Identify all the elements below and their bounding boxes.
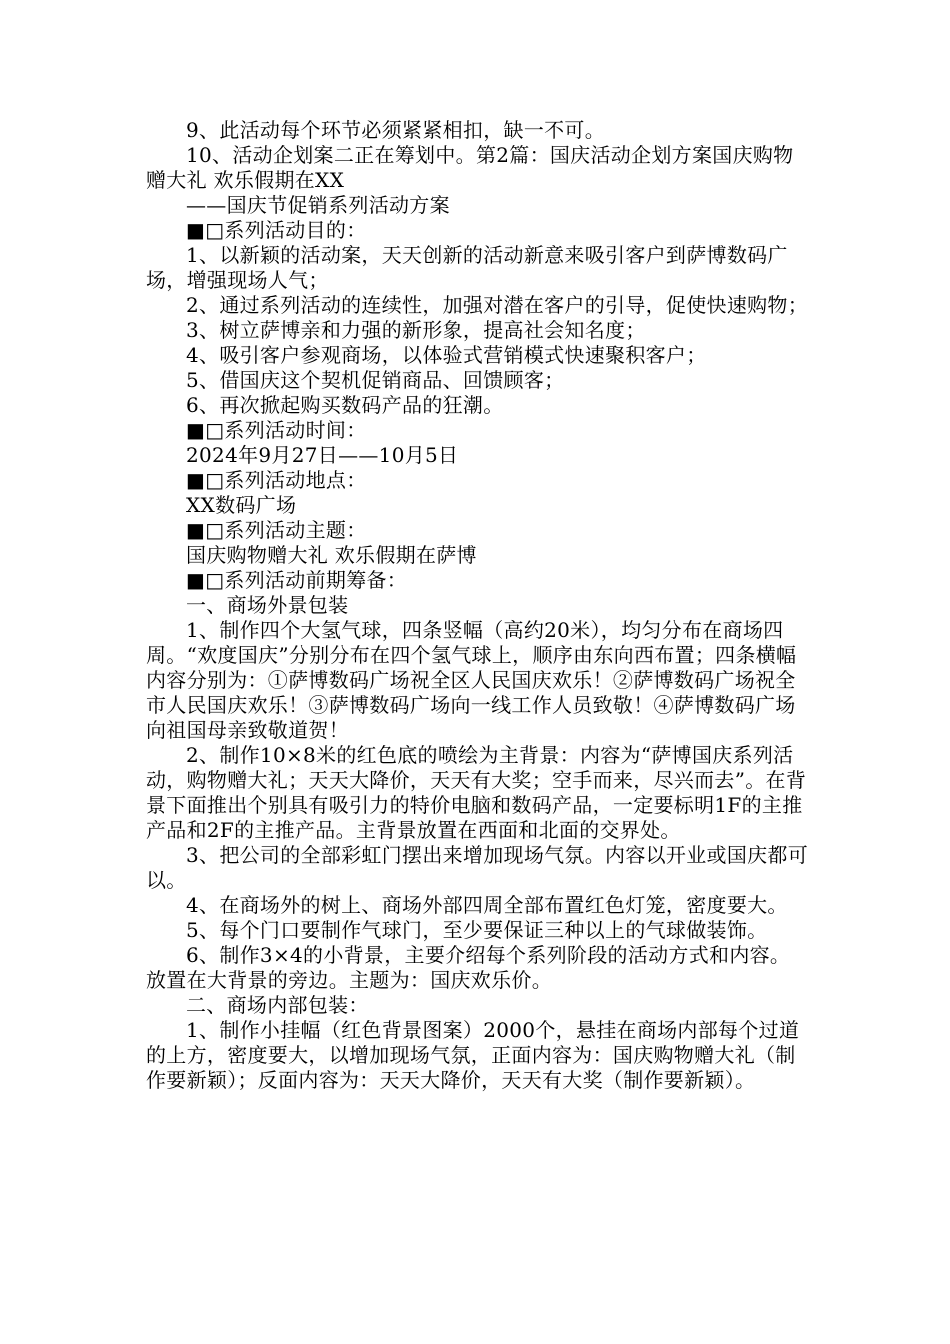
paragraph: 国庆购物赠大礼 欢乐假期在萨博 [186, 543, 477, 567]
paragraph: 6、制作3×4的小背景，主要介绍每个系列阶段的活动方式和内容。放置在大背景的旁边。主题为：国庆欢乐价。 [146, 943, 791, 992]
section-heading: ■□系列活动目的： [186, 218, 367, 242]
paragraph: 1、制作四个大氢气球，四条竖幅（高约20米），均匀分布在商场四周。“欢度国庆”分别分布在四个氢气球上，顺序由东向西布置；四条横幅内容分别为：①萨博数码广场祝全区人民国庆欢乐！②萨博数码广场祝全市人民国庆欢乐！③萨博数码广场向一线工作人员致敬！④萨博数码广场向祖国母亲致敬道贺！ [146, 618, 797, 742]
subsection-heading: 二、商场内部包装： [186, 993, 369, 1017]
paragraph: 2024年9月27日——10月5日 [186, 443, 459, 467]
section-heading: ■□系列活动前期筹备： [186, 568, 408, 592]
subtitle: ——国庆节促销系列活动方案 [186, 193, 450, 217]
paragraph: 4、在商场外的树上、商场外部四周全部布置红色灯笼，密度要大。 [186, 893, 788, 917]
section-heading: ■□系列活动地点： [186, 468, 367, 492]
paragraph: 5、借国庆这个契机促销商品、回馈顾客； [186, 368, 565, 392]
document-body [146, 118, 810, 1093]
section-heading: ■□系列活动主题： [186, 518, 367, 542]
paragraph: 9、此活动每个环节必须紧紧相扣，缺一不可。 [186, 118, 606, 142]
paragraph: 3、树立萨博亲和力强的新形象，提高社会知名度； [186, 318, 646, 342]
paragraph: 1、制作小挂幅（红色背景图案）2000个，悬挂在商场内部每个过道的上方，密度要大，以增加现场气氛，正面内容为：国庆购物赠大礼（制作要新颖）；反面内容为：天天大降价，天天有大奖（制作要新颖）。 [146, 1018, 800, 1092]
paragraph: 1、以新颖的活动案，天天创新的活动新意来吸引客户到萨博数码广场，增强现场人气； [146, 243, 788, 292]
paragraph: 10、活动企划案二正在筹划中。第2篇：国庆活动企划方案国庆购物赠大礼 欢乐假期在XX [146, 143, 794, 192]
paragraph: 3、把公司的全部彩虹门摆出来增加现场气氛。内容以开业或国庆都可以。 [146, 843, 809, 892]
paragraph: 2、制作10×8米的红色底的喷绘为主背景：内容为“萨博国庆系列活动，购物赠大礼；天天大降价，天天有大奖；空手而来，尽兴而去”。在背景下面推出个别具有吸引力的特价电脑和数码产品，一定要标明1F的主推产品和2F的主推产品。主背景放置在西面和北面的交界处。 [146, 743, 807, 842]
section-heading: ■□系列活动时间： [186, 418, 367, 442]
paragraph: 2、通过系列活动的连续性，加强对潜在客户的引导，促使快速购物； [186, 293, 809, 317]
subsection-heading: 一、商场外景包装 [186, 593, 349, 617]
paragraph: XX数码广场 [186, 493, 297, 517]
paragraph: 6、再次掀起购买数码产品的狂潮。 [186, 393, 504, 417]
paragraph: 5、每个门口要制作气球门，至少要保证三种以上的气球做装饰。 [186, 918, 768, 942]
paragraph: 4、吸引客户参观商场，以体验式营销模式快速聚积客户； [186, 343, 707, 367]
